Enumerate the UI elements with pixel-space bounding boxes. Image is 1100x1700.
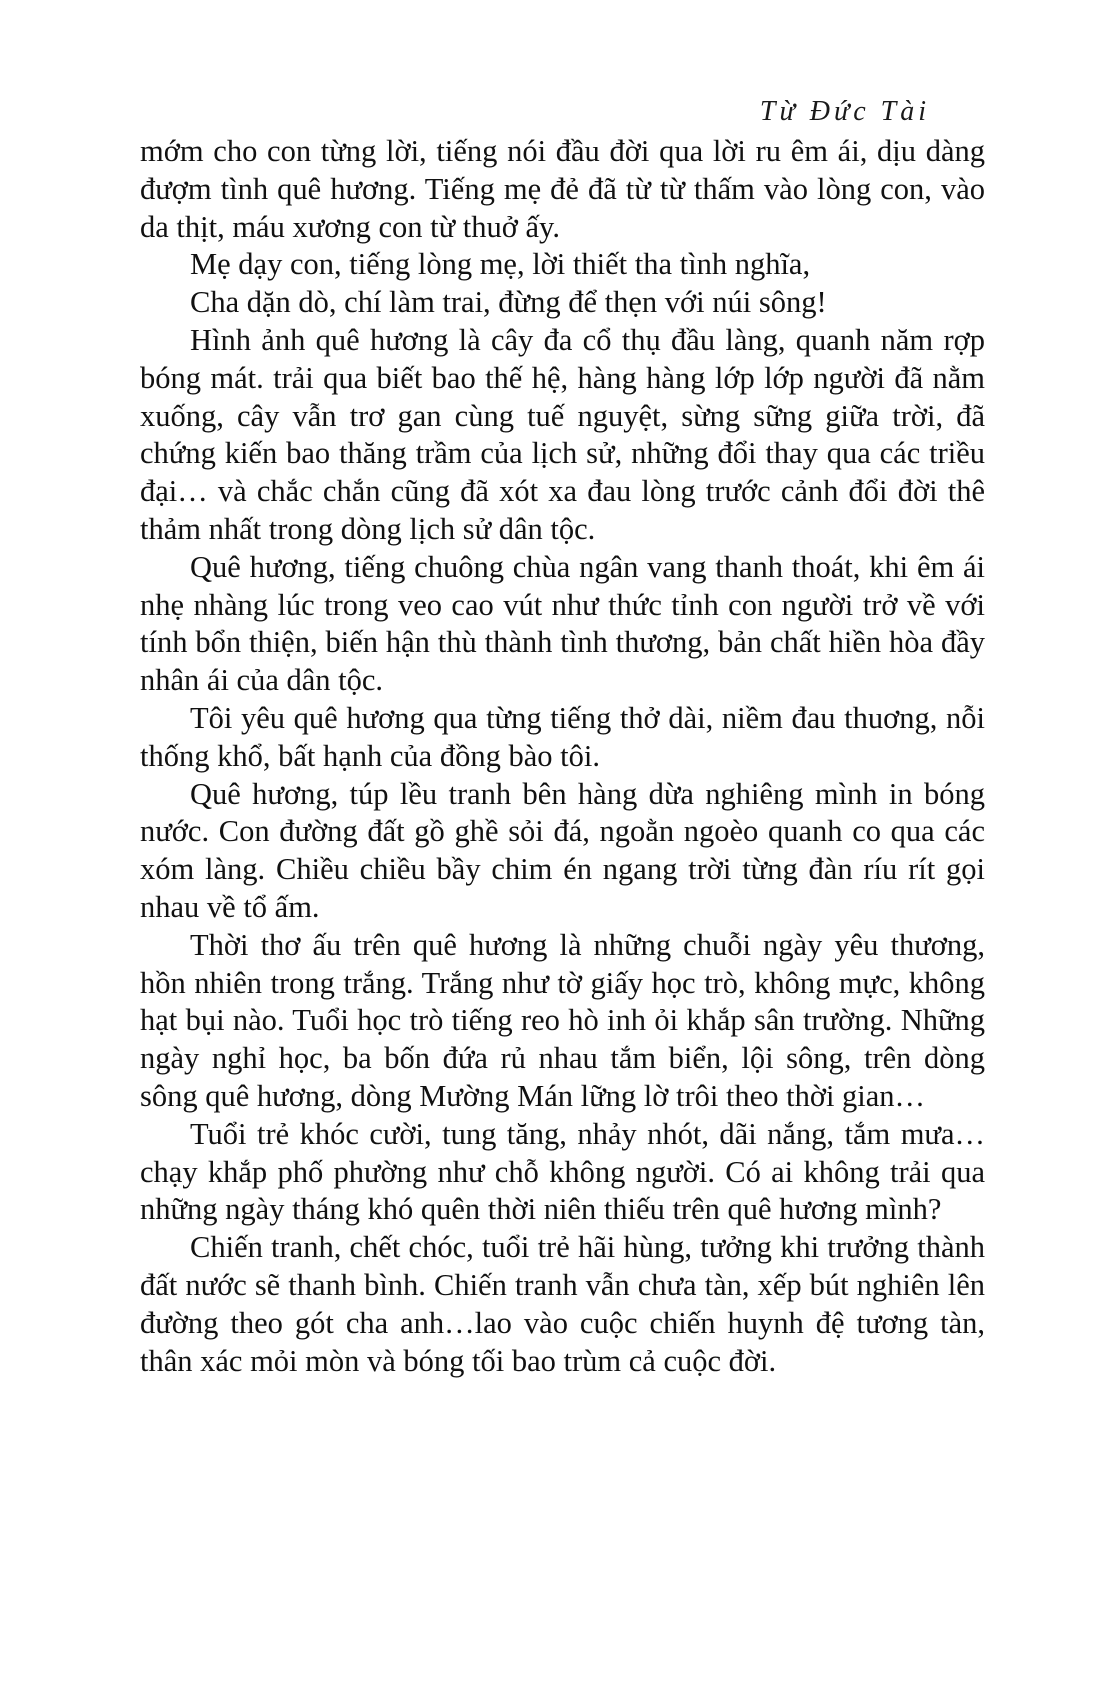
paragraph-youth: Tuổi trẻ khóc cười, tung tăng, nhảy nhót, dãi nắng, tắm mưa…chạy khắp phố phường như chỗ không người. Có ai không trải qua những ngày tháng khó quên thời niên thiếu trên quê hương mình?: [140, 1116, 985, 1227]
paragraph-temple-bell: Quê hương, tiếng chuông chùa ngân vang thanh thoát, khi êm ái nhẹ nhàng lúc trong veo cao vút như thức tỉnh con người trở về với tính bổn thiện, biến hận thù thành tình thương, bản chất hiền hòa đầy nhân ái của dân tộc.: [140, 549, 985, 698]
verse-line-2: Cha dặn dò, chí làm trai, đừng để thẹn với núi sông!: [190, 285, 827, 320]
body-text: [140, 133, 985, 1380]
paragraph-childhood: Thời thơ ấu trên quê hương là những chuỗi ngày yêu thương, hồn nhiên trong trắng. Trắng như tờ giấy học trò, không mực, không hạt bụi nào. Tuổi học trò tiếng reo hò inh ỏi khắp sân trường. Những ngày nghỉ học, ba bốn đứa rủ nhau tắm biển, lội sông, trên dòng sông quê hương, dòng Mường Mán lững lờ trôi theo thời gian…: [140, 927, 985, 1113]
verse-line-1: Mẹ dạy con, tiếng lòng mẹ, lời thiết tha tình nghĩa,: [190, 247, 811, 282]
paragraph-banyan-tree: Hình ảnh quê hương là cây đa cổ thụ đầu làng, quanh năm rợp bóng mát. trải qua biết bao thế hệ, hàng hàng lớp lớp người đã nằm xuống, cây vẫn trơ gan cùng tuế nguyệt, sừng sững giữa trời, đã chứng kiến bao thăng trầm của lịch sử, những đổi thay qua các triều đại… và chắc chắn cũng đã xót xa đau lòng trước cảnh đổi đời thê thảm nhất trong dòng lịch sử dân tộc.: [140, 322, 985, 546]
paragraph-thatched-hut: Quê hương, túp lều tranh bên hàng dừa nghiêng mình in bóng nước. Con đường đất gồ ghề sỏi đá, ngoằn ngoèo quanh co qua các xóm làng. Chiều chiều bầy chim én ngang trời từng đàn ríu rít gọi nhau về tổ ấm.: [140, 776, 985, 924]
paragraph-war: Chiến tranh, chết chóc, tuổi trẻ hãi hùng, tưởng khi trưởng thành đất nước sẽ thanh bình. Chiến tranh vẫn chưa tàn, xếp bút nghiên lên đường theo gót cha anh…lao vào cuộc chiến huynh đệ tương tàn, thân xác mỏi mòn và bóng tối bao trùm cả cuộc đời.: [140, 1230, 985, 1378]
paragraph-continuation: mớm cho con từng lời, tiếng nói đầu đời qua lời ru êm ái, dịu dàng đượm tình quê hương. Tiếng mẹ đẻ đã từ từ thấm vào lòng con, vào da thịt, máu xương con từ thuở ấy.: [140, 134, 985, 244]
running-header: Từ Đức Tài: [759, 96, 930, 127]
paragraph-love-homeland: Tôi yêu quê hương qua từng tiếng thở dài, niềm đau thuơng, nỗi thống khổ, bất hạnh của đồng bào tôi.: [140, 700, 985, 773]
